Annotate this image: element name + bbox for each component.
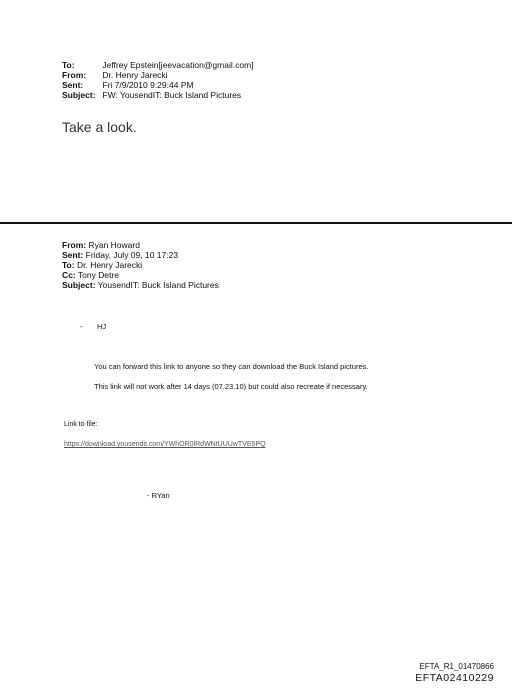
header-sent-row [62, 80, 194, 90]
fwd-subject-value: YousendIT: Buck Island Pictures [97, 280, 219, 290]
header-from-row [62, 70, 168, 80]
signature: - RYan [147, 491, 170, 500]
header-sent-value: Fri 7/9/2010 9:29:44 PM [102, 80, 194, 90]
fwd-to-row [62, 260, 142, 270]
header-to-row [62, 60, 254, 70]
fwd-sent-label: Sent: [62, 250, 84, 260]
section-divider [0, 222, 512, 224]
footer-id-2: EFTA02410229 [415, 672, 494, 684]
fwd-cc-label: Cc: [62, 270, 76, 280]
fwd-cc-row [62, 270, 119, 280]
message-line-1: You can forward this link to anyone so they can download the Buck Island pictures. [94, 362, 369, 371]
fwd-to-value: Dr. Henry Jarecki [76, 260, 143, 270]
download-link[interactable]: https://download.yousendit.com/YWhOR0lRdWNtUUUwTVE5PQ [64, 441, 266, 448]
fwd-subject-row [62, 280, 219, 290]
header-subject-value: FW: YousendIT: Buck Island Pictures [102, 90, 242, 100]
fwd-sent-row [62, 250, 178, 260]
greeting-bullet: - [80, 322, 83, 331]
fwd-cc-value: Tony Detre [77, 270, 120, 280]
header-subject-row [62, 90, 241, 100]
link-label: Link to file: [64, 421, 98, 428]
fwd-from-label: From: [62, 240, 87, 250]
footer-id-1: EFTA_R1_01470866 [419, 662, 494, 671]
message-line-2: This link will not work after 14 days (07.23.10) but could also recreate if necessary. [94, 382, 368, 391]
fwd-from-value: Ryan Howard [88, 240, 140, 250]
fwd-subject-label: Subject: [62, 280, 96, 290]
fwd-to-label: To: [62, 260, 75, 270]
outer-body-text: Take a look. [62, 119, 137, 135]
header-sent-label: Sent: [62, 80, 84, 90]
header-to-value: Jeffrey Epstein[jeevacation@gmail.com] [102, 60, 254, 70]
fwd-sent-value: Friday, July 09, 10 17:23 [85, 250, 179, 260]
header-from-label: From: [62, 70, 87, 80]
header-from-value: Dr. Henry Jarecki [102, 70, 168, 80]
header-subject-label: Subject: [62, 90, 96, 100]
greeting-text: HJ [97, 322, 107, 331]
header-to-label: To: [62, 60, 75, 70]
fwd-from-row [62, 240, 140, 250]
